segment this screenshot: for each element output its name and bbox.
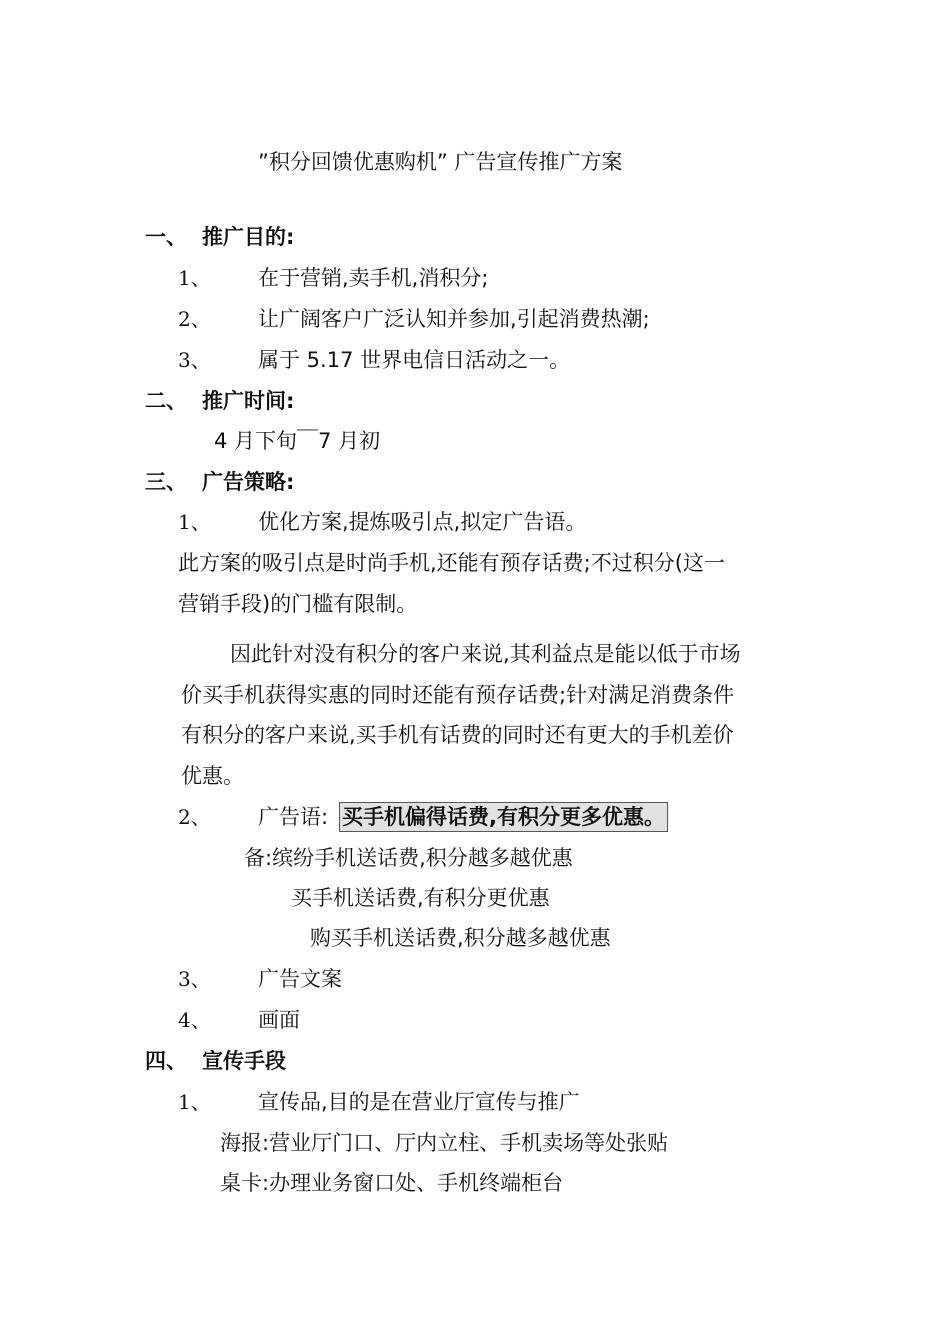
list-item-number: 2、 — [178, 307, 211, 331]
list-item-number: 1、 — [178, 1090, 211, 1114]
list-item-number: 3、 — [178, 967, 211, 991]
slogan-label: 广告语: — [258, 805, 329, 829]
section-2-number: 二、 — [145, 389, 187, 413]
section-3-heading: 广告策略: — [202, 470, 295, 494]
list-item-number: 3、 — [178, 348, 211, 372]
alternative-slogan: 买手机送话费,有积分更优惠 — [291, 886, 550, 910]
desk-card-placement: 桌卡:办理业务窗口处、手机终端柜台 — [220, 1171, 564, 1195]
alternative-slogan: 购买手机送话费,积分越多越优惠 — [310, 926, 611, 950]
list-item-number: 1、 — [178, 510, 211, 534]
poster-placement: 海报:营业厅门口、厅内立柱、手机卖场等处张贴 — [220, 1131, 669, 1155]
paragraph-line: 价买手机获得实惠的同时还能有预存话费;针对满足消费条件 — [181, 683, 735, 707]
paragraph-line: 有积分的客户来说,买手机有话费的同时还有更大的手机差价 — [181, 723, 734, 747]
section-4-heading: 宣传手段 — [202, 1049, 286, 1073]
list-item-number: 1、 — [178, 266, 211, 290]
list-item-text: 优化方案,提炼吸引点,拟定广告语。 — [258, 510, 587, 534]
promotion-period: 4 月下旬￣7 月初 — [214, 429, 381, 453]
paragraph-line: 此方案的吸引点是时尚手机,还能有预存话费;不过积分(这一 — [178, 551, 725, 575]
section-1-heading: 推广目的: — [202, 225, 295, 249]
section-4-number: 四、 — [145, 1049, 187, 1073]
section-1-number: 一、 — [145, 225, 187, 249]
section-3-number: 三、 — [145, 470, 187, 494]
list-item-text: 属于 5.17 世界电信日活动之一。 — [258, 348, 571, 372]
paragraph-line: 优惠。 — [181, 764, 244, 788]
paragraph-line: 营销手段)的门槛有限制。 — [178, 592, 418, 616]
list-item-text: 画面 — [258, 1008, 300, 1032]
section-2-heading: 推广时间: — [202, 389, 295, 413]
list-item-text: 宣传品,目的是在营业厅宣传与推广 — [258, 1090, 580, 1114]
document-title: ”积分回馈优惠购机” 广告宣传推广方案 — [258, 150, 623, 174]
paragraph-line: 因此针对没有积分的客户来说,其利益点是能以低于市场 — [230, 642, 741, 666]
list-item-text: 在于营销,卖手机,消积分; — [258, 266, 489, 290]
list-item-text: 广告文案 — [258, 967, 342, 991]
list-item-text: 让广阔客户广泛认知并参加,引起消费热潮; — [258, 307, 650, 331]
slogan-highlight: 买手机偏得话费,有积分更多优惠。 — [339, 802, 668, 832]
list-item-number: 2、 — [178, 805, 211, 829]
list-item-number: 4、 — [178, 1008, 211, 1032]
alternative-slogan: 备:缤纷手机送话费,积分越多越优惠 — [244, 846, 573, 870]
